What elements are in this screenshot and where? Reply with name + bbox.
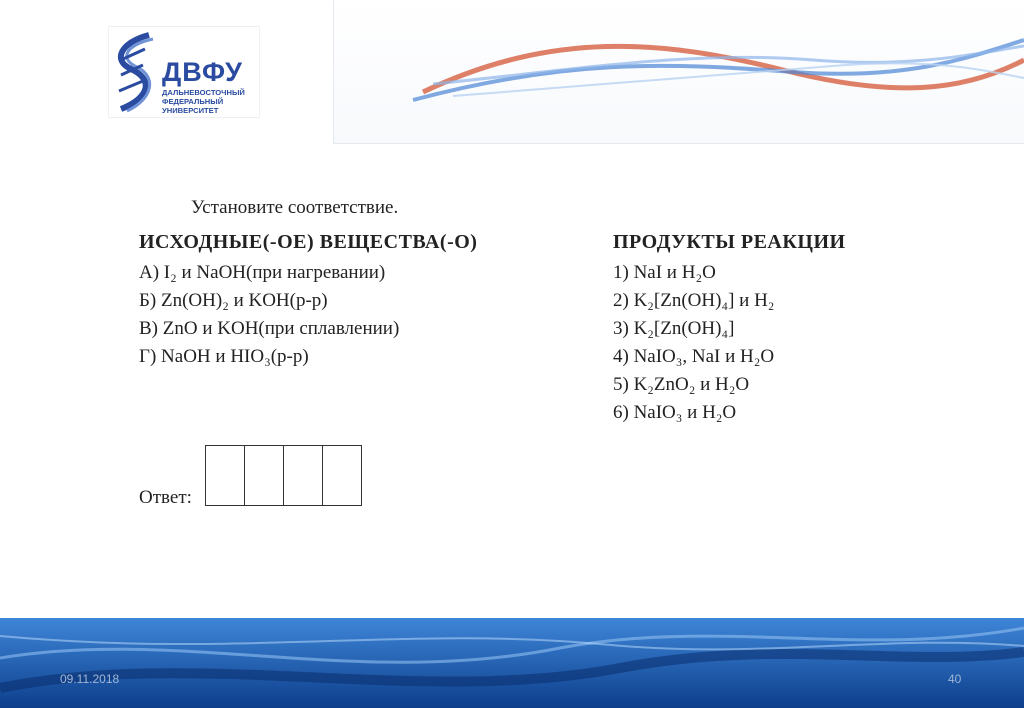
products-header: ПРОДУКТЫ РЕАКЦИИ (613, 231, 846, 253)
product-item: 5) K₂ZnO₂ и H₂O (613, 374, 750, 395)
product-item: 1) NaI и H₂O (613, 262, 716, 283)
answer-cell[interactable] (206, 446, 245, 505)
product-item: 2) K₂[Zn(OH)₄] и H₂ (613, 290, 775, 311)
footer-band (0, 618, 1024, 708)
logo-full-name: ДАЛЬНЕВОСТОЧНЫЙ ФЕДЕРАЛЬНЫЙ УНИВЕРСИТЕТ (162, 88, 245, 115)
answer-cell[interactable] (284, 446, 323, 505)
reactant-item: В) ZnO и KOH(при сплавлении) (139, 318, 400, 339)
reactant-item: Б) Zn(OH)₂ и KOH(р-р) (139, 290, 328, 311)
answer-grid (205, 445, 362, 506)
university-logo (108, 26, 260, 118)
answer-cell[interactable] (245, 446, 284, 505)
logo-helix-icon (113, 31, 161, 115)
answer-cell[interactable] (323, 446, 361, 505)
product-item: 3) K₂[Zn(OH)₄] (613, 318, 735, 339)
reactant-item: А) I₂ и NaOH(при нагревании) (139, 262, 386, 283)
page-number: 40 (948, 672, 962, 686)
reactants-header: ИСХОДНЫЕ(-ОЕ) ВЕЩЕСТВА(-О) (139, 231, 478, 253)
header-waves (333, 0, 1024, 143)
logo-abbreviation: ДВФУ (162, 57, 243, 87)
product-item: 4) NaIO₃, NaI и H₂O (613, 346, 775, 367)
reactants-list (139, 259, 399, 371)
footer-date: 09.11.2018 (60, 672, 120, 686)
products-list (613, 259, 774, 427)
answer-label: Ответ: (139, 487, 192, 508)
product-item: 6) NaIO₃ и H₂O (613, 402, 737, 423)
reactant-item: Г) NaOH и HIO₃(р-р) (139, 346, 309, 367)
task-prompt: Установите соответствие. (191, 197, 399, 218)
